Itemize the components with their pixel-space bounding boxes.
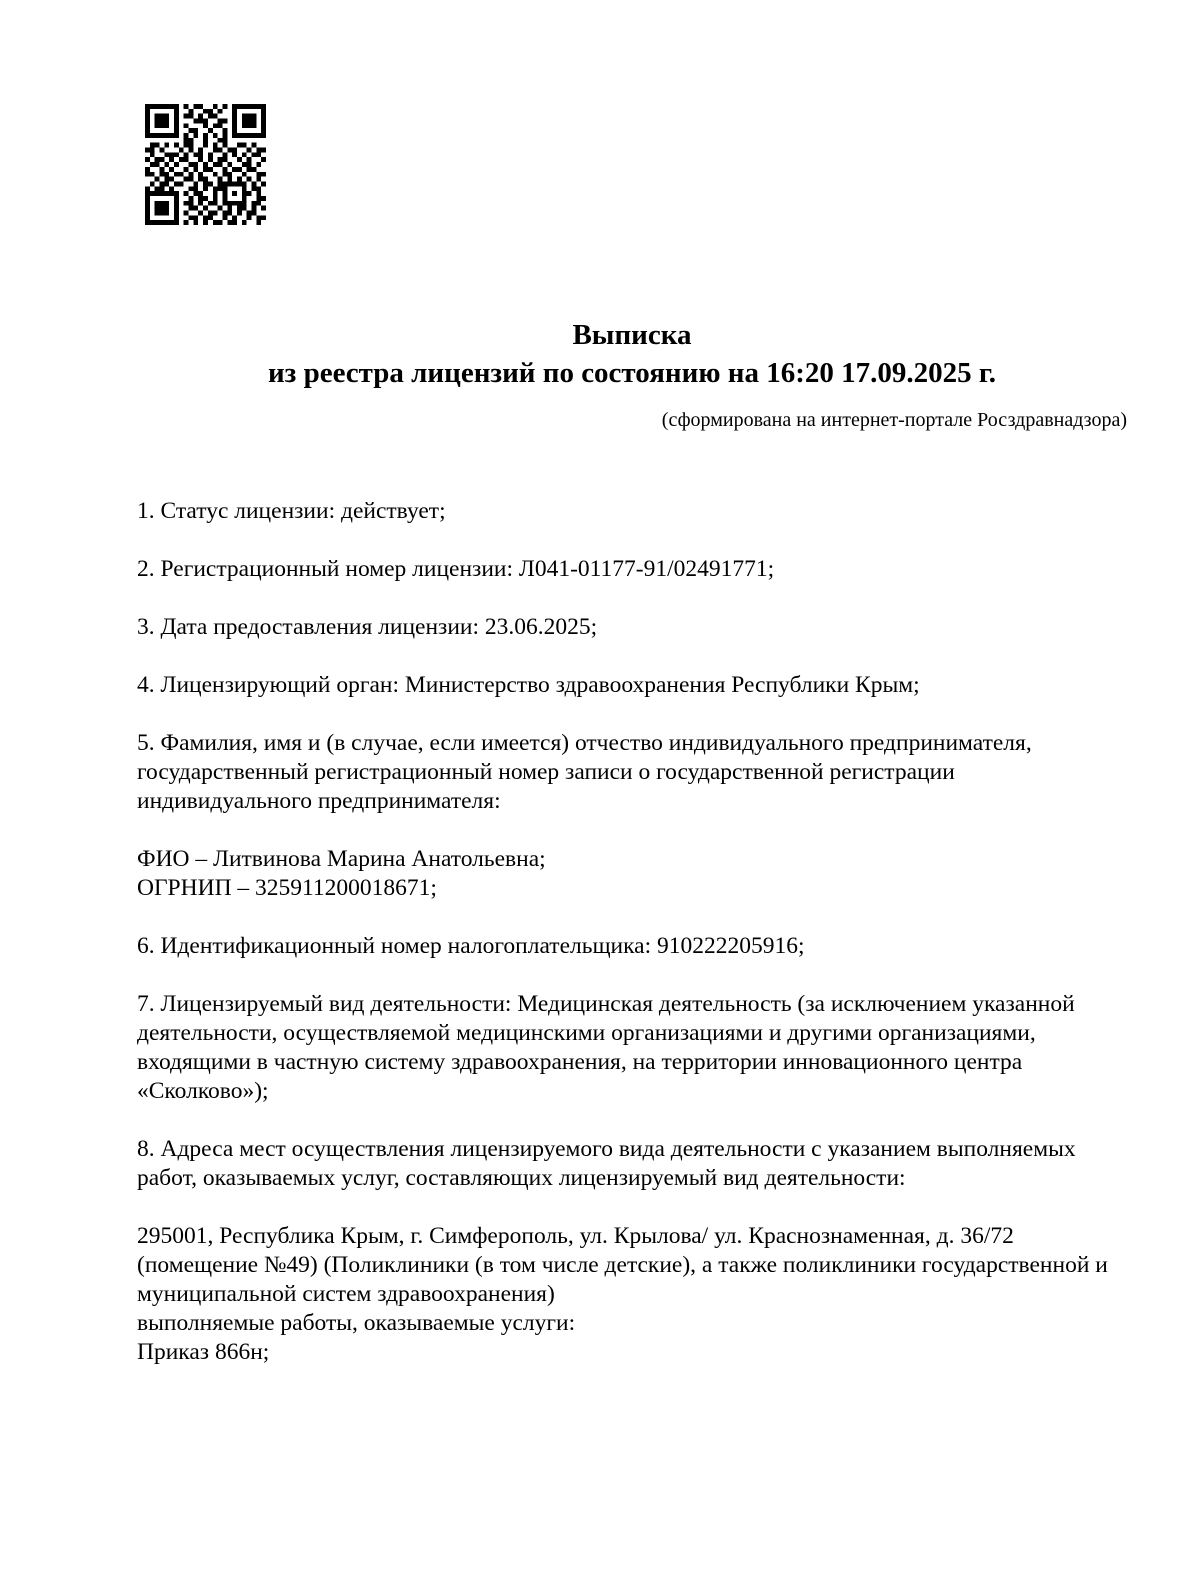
paragraph-license-status [137, 497, 1127, 526]
paragraph-grant-date [137, 613, 1127, 642]
document-body [137, 497, 1127, 1367]
text-line: «Сколково»); [137, 1078, 269, 1104]
works-services-line: выполняемые работы, оказываемые услуги: [137, 1310, 576, 1336]
text-line: 3. Дата предоставления лицензии: 23.06.2025; [137, 614, 598, 640]
text-line: государственный регистрационный номер записи о государственной регистрации [137, 759, 955, 785]
title-line-1: Выписка [572, 319, 692, 351]
paragraph-address-details [137, 1222, 1127, 1367]
address-line: (помещение №49) (Поликлиники (в том числе детские), а также поликлиники государственной и [137, 1252, 1108, 1278]
address-line: 295001, Республика Крым, г. Симферополь, ул. Крылова/ ул. Краснознаменная, д. 36/72 [137, 1223, 1014, 1249]
text-line: 2. Регистрационный номер лицензии: Л041-01177-91/02491771; [137, 556, 775, 582]
text-line: 1. Статус лицензии: действует; [137, 498, 446, 524]
text-line: 5. Фамилия, имя и (в случае, если имеется) отчество индивидуального предпринимателя, [137, 730, 1032, 756]
text-line: 4. Лицензирующий орган: Министерство здравоохранения Республики Крым; [137, 672, 920, 698]
text-line: 7. Лицензируемый вид деятельности: Медицинская деятельность (за исключением указанной [137, 991, 1075, 1017]
paragraph-fio-ogrnip [137, 845, 1127, 903]
paragraph-licensed-activity [137, 990, 1127, 1106]
text-line: деятельности, осуществляемой медицинскими организациями и другими организациями, [137, 1020, 1036, 1046]
text-line: 6. Идентификационный номер налогоплательщика: 910222205916; [137, 933, 805, 959]
document-title [137, 316, 1127, 392]
text-line: индивидуального предпринимателя: [137, 788, 501, 814]
text-line: работ, оказываемых услуг, составляющих лицензируемый вид деятельности: [137, 1165, 906, 1191]
fio-line: ФИО – Литвинова Марина Анатольевна; [137, 846, 546, 872]
paragraph-addresses-heading [137, 1135, 1127, 1193]
paragraph-inn [137, 932, 1127, 961]
paragraph-licensing-authority [137, 671, 1127, 700]
order-number-line: Приказ 866н; [137, 1339, 270, 1365]
document-subtitle: (сформирована на интернет-портале Росздравнадзора) [661, 409, 1127, 431]
paragraph-registration-number [137, 555, 1127, 584]
text-line: входящими в частную систему здравоохранения, на территории инновационного центра [137, 1049, 1023, 1075]
title-line-2: из реестра лицензий по состоянию на 16:20 17.09.2025 г. [267, 357, 997, 389]
ogrnip-line: ОГРНИП – 325911200018671; [137, 875, 437, 901]
paragraph-licensee-description [137, 729, 1127, 816]
document-content [137, 0, 1127, 1367]
address-line: муниципальной систем здравоохранения) [137, 1281, 555, 1307]
text-line: 8. Адреса мест осуществления лицензируемого вида деятельности с указанием выполняемых [137, 1136, 1076, 1162]
